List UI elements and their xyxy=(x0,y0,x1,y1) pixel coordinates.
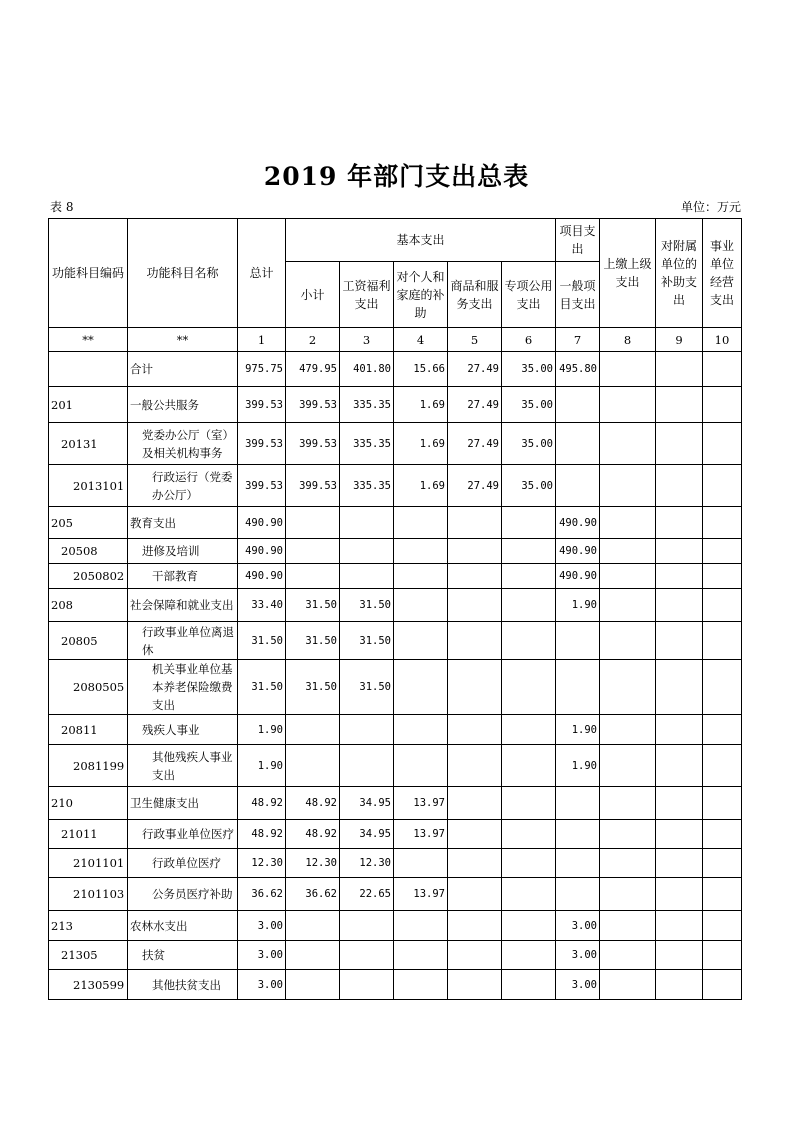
cell-value xyxy=(600,715,656,745)
cell-value xyxy=(600,387,656,423)
cell-value xyxy=(600,745,656,787)
cell-value: 22.65 xyxy=(340,878,394,911)
cell-value xyxy=(656,589,703,622)
cell-value xyxy=(394,539,448,564)
cell-value xyxy=(556,787,600,820)
cell-value: 1.69 xyxy=(394,465,448,507)
cell-name: 行政单位医疗 xyxy=(128,849,238,878)
cell-value: 13.97 xyxy=(394,787,448,820)
cell-name: 行政运行（党委办公厅） xyxy=(128,465,238,507)
cell-value xyxy=(656,507,703,539)
cell-value xyxy=(703,352,742,387)
cell-name: 党委办公厅（室）及相关机构事务 xyxy=(128,423,238,465)
cell-name: 社会保障和就业支出 xyxy=(128,589,238,622)
cell-value xyxy=(656,878,703,911)
cell-value xyxy=(502,849,556,878)
cell-code: 2013101 xyxy=(49,465,128,507)
cell-value: 490.90 xyxy=(238,564,286,589)
cell-value xyxy=(502,589,556,622)
header-individual: 对个人和家庭的补助 xyxy=(394,262,448,328)
cell-value: 31.50 xyxy=(340,589,394,622)
cell-value xyxy=(448,941,502,970)
index-cell: 1 xyxy=(238,328,286,352)
cell-code: 20811 xyxy=(49,715,128,745)
cell-value xyxy=(286,941,340,970)
table-row xyxy=(49,352,742,387)
cell-name: 进修及培训 xyxy=(128,539,238,564)
index-cell: 10 xyxy=(703,328,742,352)
cell-value: 13.97 xyxy=(394,878,448,911)
cell-code: 2101103 xyxy=(49,878,128,911)
table-row xyxy=(49,507,742,539)
table-row xyxy=(49,660,742,715)
table-row xyxy=(49,715,742,745)
index-cell: 7 xyxy=(556,328,600,352)
cell-value: 3.00 xyxy=(556,970,600,1000)
index-cell: 3 xyxy=(340,328,394,352)
cell-value xyxy=(600,564,656,589)
cell-value xyxy=(448,622,502,660)
cell-value xyxy=(448,564,502,589)
cell-value xyxy=(600,849,656,878)
header-subsidiary: 对附属单位的补助支出 xyxy=(656,219,703,328)
cell-value xyxy=(502,820,556,849)
cell-value xyxy=(600,622,656,660)
cell-value xyxy=(286,539,340,564)
cell-value: 335.35 xyxy=(340,465,394,507)
cell-value: 399.53 xyxy=(286,387,340,423)
cell-value xyxy=(703,423,742,465)
table-row xyxy=(49,465,742,507)
cell-name: 干部教育 xyxy=(128,564,238,589)
cell-value xyxy=(448,849,502,878)
cell-value xyxy=(394,589,448,622)
table-row xyxy=(49,423,742,465)
cell-code: 2101101 xyxy=(49,849,128,878)
cell-value xyxy=(556,878,600,911)
cell-value xyxy=(600,352,656,387)
cell-value xyxy=(656,715,703,745)
cell-value: 490.90 xyxy=(238,539,286,564)
cell-value: 399.53 xyxy=(238,387,286,423)
cell-value xyxy=(703,507,742,539)
cell-value xyxy=(448,745,502,787)
index-cell: ** xyxy=(128,328,238,352)
cell-value xyxy=(286,911,340,941)
cell-value xyxy=(600,970,656,1000)
cell-value xyxy=(502,660,556,715)
cell-value: 48.92 xyxy=(238,787,286,820)
unit-label: 单位：万元 xyxy=(680,200,741,214)
cell-value xyxy=(600,660,656,715)
table-row xyxy=(49,564,742,589)
cell-code: 2130599 xyxy=(49,970,128,1000)
cell-value: 12.30 xyxy=(340,849,394,878)
cell-name: 公务员医疗补助 xyxy=(128,878,238,911)
cell-value xyxy=(600,507,656,539)
cell-value: 3.00 xyxy=(556,941,600,970)
cell-value xyxy=(656,745,703,787)
cell-value: 490.90 xyxy=(556,564,600,589)
header-special: 专项公用支出 xyxy=(502,262,556,328)
table-row xyxy=(49,820,742,849)
cell-value xyxy=(340,715,394,745)
cell-value xyxy=(502,970,556,1000)
cell-code: 20508 xyxy=(49,539,128,564)
cell-code: 20805 xyxy=(49,622,128,660)
cell-value xyxy=(394,622,448,660)
cell-value: 31.50 xyxy=(238,660,286,715)
cell-value: 31.50 xyxy=(286,660,340,715)
cell-value xyxy=(703,564,742,589)
cell-value: 1.90 xyxy=(238,745,286,787)
cell-value xyxy=(286,564,340,589)
cell-value xyxy=(502,787,556,820)
index-cell: 9 xyxy=(656,328,703,352)
cell-name: 行政事业单位离退休 xyxy=(128,622,238,660)
cell-value xyxy=(600,423,656,465)
cell-name: 残疾人事业 xyxy=(128,715,238,745)
cell-value xyxy=(703,622,742,660)
cell-code: 2080505 xyxy=(49,660,128,715)
cell-name: 合计 xyxy=(128,352,238,387)
cell-value: 399.53 xyxy=(238,465,286,507)
cell-value xyxy=(600,787,656,820)
cell-value: 27.49 xyxy=(448,352,502,387)
cell-value xyxy=(656,465,703,507)
cell-name: 农林水支出 xyxy=(128,911,238,941)
table-row xyxy=(49,970,742,1000)
cell-value xyxy=(556,423,600,465)
cell-value: 31.50 xyxy=(340,622,394,660)
header-subtotal: 小计 xyxy=(286,262,340,328)
cell-value xyxy=(448,715,502,745)
cell-value: 1.90 xyxy=(556,715,600,745)
cell-value: 48.92 xyxy=(286,787,340,820)
cell-value xyxy=(394,849,448,878)
cell-value: 33.40 xyxy=(238,589,286,622)
table-row xyxy=(49,539,742,564)
cell-value xyxy=(286,715,340,745)
cell-value xyxy=(656,423,703,465)
cell-value xyxy=(394,911,448,941)
cell-value xyxy=(286,970,340,1000)
table-row xyxy=(49,911,742,941)
cell-code: 2050802 xyxy=(49,564,128,589)
cell-value xyxy=(502,911,556,941)
index-cell: ** xyxy=(49,328,128,352)
cell-value xyxy=(502,507,556,539)
cell-code: 2081199 xyxy=(49,745,128,787)
cell-value xyxy=(656,820,703,849)
cell-value xyxy=(286,507,340,539)
cell-value: 495.80 xyxy=(556,352,600,387)
cell-value: 490.90 xyxy=(238,507,286,539)
cell-value xyxy=(703,849,742,878)
cell-value xyxy=(656,941,703,970)
cell-value xyxy=(502,564,556,589)
header-general-project: 一般项目支出 xyxy=(556,262,600,328)
index-cell: 5 xyxy=(448,328,502,352)
cell-value xyxy=(556,387,600,423)
header-project: 项目支出 xyxy=(556,219,600,262)
cell-value xyxy=(703,941,742,970)
table-row xyxy=(49,941,742,970)
cell-value: 12.30 xyxy=(238,849,286,878)
cell-name: 其他残疾人事业支出 xyxy=(128,745,238,787)
table-number: 表 8 xyxy=(50,200,74,214)
cell-value xyxy=(340,507,394,539)
expenditure-table xyxy=(48,218,742,1000)
cell-value xyxy=(656,387,703,423)
cell-value: 35.00 xyxy=(502,465,556,507)
cell-value xyxy=(448,970,502,1000)
header-code: 功能科目编码 xyxy=(49,219,128,328)
cell-value xyxy=(502,622,556,660)
table-row xyxy=(49,745,742,787)
header-goods: 商品和服务支出 xyxy=(448,262,502,328)
cell-name: 一般公共服务 xyxy=(128,387,238,423)
cell-code: 205 xyxy=(49,507,128,539)
cell-value xyxy=(502,539,556,564)
cell-value xyxy=(394,564,448,589)
cell-code xyxy=(49,352,128,387)
cell-value: 48.92 xyxy=(286,820,340,849)
cell-value xyxy=(502,941,556,970)
cell-value xyxy=(340,911,394,941)
cell-value xyxy=(340,539,394,564)
index-cell: 2 xyxy=(286,328,340,352)
cell-value: 34.95 xyxy=(340,820,394,849)
cell-value: 34.95 xyxy=(340,787,394,820)
header-salary: 工资福利支出 xyxy=(340,262,394,328)
cell-value: 35.00 xyxy=(502,387,556,423)
cell-value: 490.90 xyxy=(556,539,600,564)
cell-value xyxy=(448,539,502,564)
cell-value: 3.00 xyxy=(238,911,286,941)
cell-value xyxy=(600,465,656,507)
cell-code: 20131 xyxy=(49,423,128,465)
cell-value xyxy=(703,589,742,622)
header-total: 总计 xyxy=(238,219,286,328)
cell-value: 3.00 xyxy=(238,970,286,1000)
page-title: 2019 年部门支出总表 xyxy=(263,162,530,191)
cell-value: 335.35 xyxy=(340,423,394,465)
cell-value xyxy=(448,660,502,715)
cell-value xyxy=(656,622,703,660)
cell-value: 48.92 xyxy=(238,820,286,849)
cell-value: 399.53 xyxy=(238,423,286,465)
table-body xyxy=(49,352,742,1000)
cell-value xyxy=(600,941,656,970)
cell-value: 31.50 xyxy=(286,622,340,660)
cell-value: 1.90 xyxy=(238,715,286,745)
cell-value xyxy=(656,787,703,820)
cell-value xyxy=(448,878,502,911)
cell-value xyxy=(703,465,742,507)
cell-value xyxy=(556,465,600,507)
header-name: 功能科目名称 xyxy=(128,219,238,328)
cell-value xyxy=(556,820,600,849)
cell-value: 35.00 xyxy=(502,352,556,387)
cell-value xyxy=(394,970,448,1000)
cell-value xyxy=(556,622,600,660)
cell-value: 27.49 xyxy=(448,465,502,507)
cell-code: 21011 xyxy=(49,820,128,849)
cell-value xyxy=(556,660,600,715)
table-row xyxy=(49,622,742,660)
table-row xyxy=(49,878,742,911)
cell-value: 31.50 xyxy=(286,589,340,622)
table-row xyxy=(49,589,742,622)
cell-value: 13.97 xyxy=(394,820,448,849)
cell-value xyxy=(286,745,340,787)
cell-value: 35.00 xyxy=(502,423,556,465)
cell-value: 399.53 xyxy=(286,423,340,465)
cell-value xyxy=(502,878,556,911)
cell-value xyxy=(656,352,703,387)
cell-value: 15.66 xyxy=(394,352,448,387)
cell-value xyxy=(703,715,742,745)
cell-value: 401.80 xyxy=(340,352,394,387)
cell-value: 36.62 xyxy=(286,878,340,911)
cell-value xyxy=(394,941,448,970)
cell-code: 21305 xyxy=(49,941,128,970)
index-cell: 8 xyxy=(600,328,656,352)
cell-value xyxy=(656,564,703,589)
cell-value xyxy=(703,660,742,715)
cell-value xyxy=(703,911,742,941)
cell-value xyxy=(703,970,742,1000)
cell-value: 1.90 xyxy=(556,589,600,622)
cell-value xyxy=(340,564,394,589)
table-row xyxy=(49,787,742,820)
cell-value: 36.62 xyxy=(238,878,286,911)
cell-value: 975.75 xyxy=(238,352,286,387)
cell-value: 1.69 xyxy=(394,387,448,423)
cell-value xyxy=(448,589,502,622)
cell-name: 教育支出 xyxy=(128,507,238,539)
cell-value: 399.53 xyxy=(286,465,340,507)
cell-value xyxy=(703,820,742,849)
cell-value xyxy=(502,745,556,787)
cell-value xyxy=(394,507,448,539)
header-business: 事业单位经营支出 xyxy=(703,219,742,328)
cell-value: 490.90 xyxy=(556,507,600,539)
cell-value xyxy=(394,745,448,787)
cell-value xyxy=(703,787,742,820)
table-row xyxy=(49,387,742,423)
cell-value xyxy=(448,911,502,941)
cell-code: 208 xyxy=(49,589,128,622)
cell-name: 卫生健康支出 xyxy=(128,787,238,820)
cell-code: 201 xyxy=(49,387,128,423)
cell-value xyxy=(340,970,394,1000)
index-row xyxy=(49,328,742,352)
cell-value xyxy=(703,387,742,423)
cell-code: 213 xyxy=(49,911,128,941)
cell-value xyxy=(394,660,448,715)
cell-value xyxy=(656,970,703,1000)
cell-value: 31.50 xyxy=(340,660,394,715)
cell-value: 12.30 xyxy=(286,849,340,878)
cell-value xyxy=(703,539,742,564)
cell-value xyxy=(340,941,394,970)
header-upper: 上缴上级支出 xyxy=(600,219,656,328)
cell-name: 机关事业单位基本养老保险缴费支出 xyxy=(128,660,238,715)
cell-value: 479.95 xyxy=(286,352,340,387)
cell-name: 行政事业单位医疗 xyxy=(128,820,238,849)
index-cell: 6 xyxy=(502,328,556,352)
cell-value xyxy=(600,820,656,849)
cell-value xyxy=(703,745,742,787)
cell-value xyxy=(600,911,656,941)
cell-value xyxy=(656,911,703,941)
cell-value: 1.69 xyxy=(394,423,448,465)
cell-value xyxy=(448,820,502,849)
cell-code: 210 xyxy=(49,787,128,820)
cell-value xyxy=(600,539,656,564)
cell-value xyxy=(600,878,656,911)
cell-value xyxy=(340,745,394,787)
cell-value: 27.49 xyxy=(448,423,502,465)
cell-value: 335.35 xyxy=(340,387,394,423)
cell-value: 31.50 xyxy=(238,622,286,660)
cell-value xyxy=(703,878,742,911)
cell-value xyxy=(502,715,556,745)
header-basic: 基本支出 xyxy=(286,219,556,262)
cell-value: 3.00 xyxy=(556,911,600,941)
cell-value: 27.49 xyxy=(448,387,502,423)
table-row xyxy=(49,849,742,878)
cell-value xyxy=(448,507,502,539)
cell-value xyxy=(448,787,502,820)
cell-value xyxy=(656,539,703,564)
cell-value xyxy=(656,849,703,878)
cell-value xyxy=(394,715,448,745)
cell-value: 1.90 xyxy=(556,745,600,787)
cell-value: 3.00 xyxy=(238,941,286,970)
cell-value xyxy=(556,849,600,878)
cell-name: 扶贫 xyxy=(128,941,238,970)
cell-value xyxy=(600,589,656,622)
cell-value xyxy=(656,660,703,715)
cell-name: 其他扶贫支出 xyxy=(128,970,238,1000)
index-cell: 4 xyxy=(394,328,448,352)
